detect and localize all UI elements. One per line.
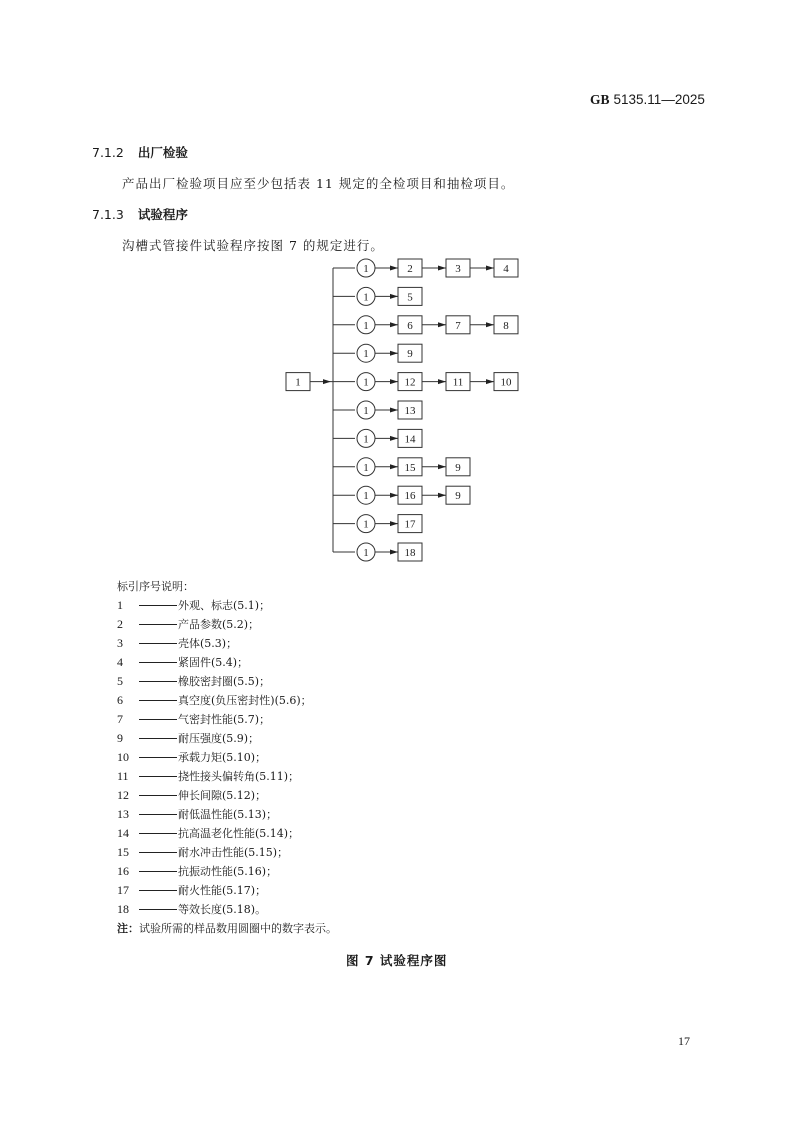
legend-number: 6 (117, 692, 123, 707)
legend-text: 耐水冲击性能(5.15)； (178, 846, 289, 859)
legend-number: 15 (117, 844, 129, 859)
sample-count-label: 1 (363, 376, 369, 389)
legend-item (117, 616, 259, 632)
legend-text: 伸长间隙(5.12)； (178, 789, 267, 802)
legend-number: 17 (117, 882, 129, 897)
figure-note (117, 920, 337, 936)
legend-dash (139, 890, 177, 891)
legend-dash (139, 814, 177, 815)
legend-dash (139, 719, 177, 720)
sample-count-label: 1 (363, 348, 369, 361)
legend-item (117, 673, 270, 689)
legend-text: 紧固件(5.4)； (178, 656, 249, 669)
legend-number: 14 (117, 825, 129, 840)
legend-number: 11 (117, 768, 129, 783)
legend-text: 产品参数(5.2)； (178, 618, 260, 631)
test-node-12-label: 12 (404, 376, 416, 389)
legend-text: 等效长度(5.18)。 (178, 903, 267, 916)
legend-number: 3 (117, 635, 123, 650)
test-node-9-label: 9 (455, 461, 461, 474)
test-node-9-label: 9 (455, 490, 461, 503)
sample-count-label: 1 (363, 461, 369, 474)
legend-item (117, 749, 266, 765)
legend-item (117, 635, 237, 651)
legend-number: 18 (117, 901, 129, 916)
legend-dash (139, 643, 177, 644)
legend-item (117, 882, 266, 898)
legend-text: 抗高温老化性能(5.14)； (178, 827, 300, 840)
note-text: 试验所需的样品数用圆圈中的数字表示。 (139, 922, 337, 935)
legend-item (117, 730, 259, 746)
sample-count-label: 1 (363, 291, 369, 304)
arrow-head (390, 351, 398, 356)
arrow-head (390, 294, 398, 299)
legend-text: 壳体(5.3)； (178, 637, 238, 650)
legend-dash (139, 871, 177, 872)
arrow-head (486, 322, 494, 327)
sample-count-label: 1 (363, 518, 369, 531)
arrow-head (438, 379, 446, 384)
legend-number: 9 (117, 730, 123, 745)
legend-item (117, 597, 270, 613)
sample-count-label: 1 (363, 490, 369, 503)
test-node-7-label: 7 (455, 319, 461, 332)
test-node-13-label: 13 (404, 405, 416, 417)
test-node-15-label: 15 (404, 461, 416, 474)
arrow-head (390, 521, 398, 526)
test-node-9-label: 9 (407, 348, 413, 361)
legend-text: 耐低温性能(5.13)； (178, 808, 278, 821)
legend-text: 抗振动性能(5.16)； (178, 865, 278, 878)
standard-prefix: GB (590, 92, 610, 107)
legend-number: 13 (117, 806, 129, 821)
arrow-head (323, 379, 331, 384)
arrow-head (390, 408, 398, 413)
legend-item (117, 844, 288, 860)
legend-dash (139, 624, 177, 625)
sample-count-label: 1 (363, 319, 369, 332)
test-node-18-label: 18 (404, 547, 416, 559)
arrow-head (438, 464, 446, 469)
legend-dash (139, 909, 177, 910)
legend-dash (139, 700, 177, 701)
legend-dash (139, 681, 177, 682)
sample-count-label: 1 (363, 263, 369, 275)
legend-item (117, 692, 312, 708)
legend-dash (139, 833, 177, 834)
legend-dash (139, 662, 177, 663)
legend-number: 7 (117, 711, 123, 726)
test-node-8-label: 8 (503, 319, 509, 332)
legend-text: 承载力矩(5.10)； (178, 751, 267, 764)
legend-text: 耐压强度(5.9)； (178, 732, 260, 745)
arrow-head (438, 266, 446, 271)
arrow-head (486, 266, 494, 271)
legend-text: 挠性接头偏转角(5.11)； (178, 770, 300, 783)
arrow-head (438, 322, 446, 327)
sample-count-label: 1 (363, 405, 369, 417)
note-label: 注： (117, 922, 139, 935)
legend-item (117, 787, 266, 803)
legend-text: 耐火性能(5.17)； (178, 884, 267, 897)
legend-number: 5 (117, 673, 123, 688)
test-node-11-label: 11 (452, 376, 464, 389)
arrow-head (390, 322, 398, 327)
legend-item (117, 711, 270, 727)
legend-text: 外观、标志(5.1)； (178, 599, 271, 612)
legend-item (117, 806, 277, 822)
legend-item (117, 863, 277, 879)
arrow-head (390, 493, 398, 498)
legend-title: 标引序号说明： (117, 580, 194, 593)
page-number: 17 (678, 1034, 690, 1048)
standard-number: 5135.11—2025 (613, 92, 705, 107)
test-node-5-label: 5 (407, 291, 413, 304)
section-paragraph: 产品出厂检验项目应至少包括表 11 规定的全检项目和抽检项目。 (122, 176, 515, 191)
arrow-head (390, 550, 398, 555)
arrow-head (390, 266, 398, 271)
arrow-head (390, 464, 398, 469)
legend-text: 真空度(负压密封性)(5.6)； (178, 694, 312, 707)
sample-count-label: 1 (363, 433, 369, 446)
test-node-6-label: 6 (407, 319, 413, 332)
test-node-4-label: 4 (503, 263, 509, 275)
section-title: 试验程序 (137, 207, 188, 222)
legend-item (117, 654, 248, 670)
section-paragraph: 沟槽式管接件试验程序按图 7 的规定进行。 (122, 238, 384, 253)
legend-dash (139, 605, 177, 606)
legend-dash (139, 776, 177, 777)
section-title: 出厂检验 (137, 145, 188, 160)
legend-number: 10 (117, 749, 129, 764)
legend-dash (139, 738, 177, 739)
legend-text: 橡胶密封圈(5.5)； (178, 675, 271, 688)
test-node-14-label: 14 (404, 433, 416, 446)
legend-number: 4 (117, 654, 123, 669)
legend-text: 气密封性能(5.7)； (178, 713, 271, 726)
section-number: 7.1.2 (92, 145, 124, 160)
arrow-head (486, 379, 494, 384)
test-node-17-label: 17 (404, 518, 416, 531)
sample-count-label: 1 (363, 547, 369, 559)
legend-number: 1 (117, 597, 123, 612)
legend-item (117, 825, 299, 841)
arrow-head (390, 436, 398, 441)
test-node-3-label: 3 (455, 263, 461, 275)
start-node-label: 1 (295, 376, 301, 389)
legend-item (117, 768, 299, 784)
legend-dash (139, 795, 177, 796)
figure-caption: 图 7 试验程序图 (346, 953, 448, 968)
section-number: 7.1.3 (92, 207, 124, 222)
legend-number: 16 (117, 863, 129, 878)
legend-item (117, 901, 266, 917)
test-node-2-label: 2 (407, 263, 413, 275)
legend-dash (139, 852, 177, 853)
legend-dash (139, 757, 177, 758)
test-node-10-label: 10 (500, 376, 512, 389)
arrow-head (438, 493, 446, 498)
arrow-head (390, 379, 398, 384)
test-node-16-label: 16 (404, 490, 416, 503)
legend-number: 2 (117, 616, 123, 631)
legend-number: 12 (117, 787, 129, 802)
